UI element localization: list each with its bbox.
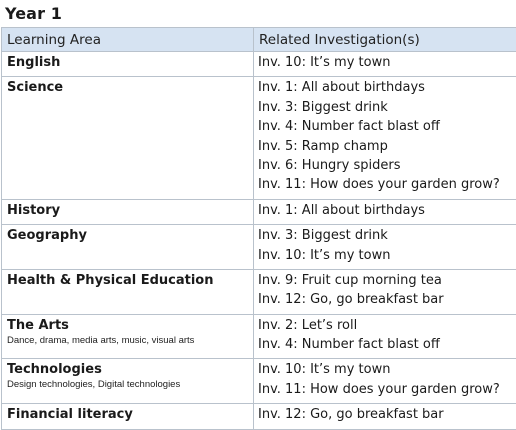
learning-area-cell	[2, 404, 254, 429]
investigations-cell	[254, 359, 516, 404]
investigation-item: Inv. 11: How does your garden grow?	[258, 382, 516, 401]
learning-area-name: English	[7, 55, 60, 70]
learning-area-name: Geography	[7, 228, 87, 243]
learning-area-cell	[2, 359, 254, 404]
investigations-cell	[254, 404, 516, 429]
learning-area-cell	[2, 269, 254, 314]
learning-area-name: History	[7, 203, 60, 218]
learning-area-cell	[2, 225, 254, 270]
learning-area-cell	[2, 77, 254, 199]
investigation-item: Inv. 12: Go, go breakfast bar	[258, 407, 516, 426]
learning-area-subtopics: Dance, drama, media arts, music, visual arts	[7, 335, 253, 346]
investigations-cell	[254, 225, 516, 270]
investigation-item: Inv. 4: Number fact blast off	[258, 337, 516, 356]
page-title: Year 1	[5, 4, 62, 23]
table-row	[2, 77, 516, 199]
table-row	[2, 225, 516, 270]
column-header-related-investigations: Related Investigation(s)	[254, 28, 516, 52]
investigation-item: Inv. 5: Ramp champ	[258, 139, 516, 158]
investigation-item: Inv. 10: It’s my town	[258, 362, 516, 381]
learning-area-name: Technologies	[7, 362, 102, 377]
learning-area-cell	[2, 199, 254, 224]
learning-area-name: Science	[7, 80, 63, 95]
investigation-item: Inv. 2: Let’s roll	[258, 318, 516, 337]
investigations-cell	[254, 199, 516, 224]
investigations-cell	[254, 314, 516, 359]
investigation-item: Inv. 11: How does your garden grow?	[258, 177, 516, 196]
investigation-item: Inv. 3: Biggest drink	[258, 100, 516, 119]
investigations-cell	[254, 77, 516, 199]
learning-area-cell	[2, 52, 254, 77]
investigation-item: Inv. 10: It’s my town	[258, 55, 516, 74]
table-row	[2, 52, 516, 77]
investigation-item: Inv. 6: Hungry spiders	[258, 158, 516, 177]
table-row	[2, 199, 516, 224]
investigation-item: Inv. 12: Go, go breakfast bar	[258, 292, 516, 311]
investigation-item: Inv. 9: Fruit cup morning tea	[258, 273, 516, 292]
learning-area-name: Financial literacy	[7, 407, 133, 422]
curriculum-table	[1, 27, 516, 430]
table-row	[2, 359, 516, 404]
learning-area-subtopics: Design technologies, Digital technologies	[7, 379, 253, 390]
learning-area-cell	[2, 314, 254, 359]
investigation-item: Inv. 10: It’s my town	[258, 248, 516, 267]
investigation-item: Inv. 3: Biggest drink	[258, 228, 516, 247]
investigations-cell	[254, 52, 516, 77]
investigation-item: Inv. 1: All about birthdays	[258, 80, 516, 99]
learning-area-name: The Arts	[7, 318, 69, 333]
investigations-cell	[254, 269, 516, 314]
table-row	[2, 269, 516, 314]
table-row	[2, 314, 516, 359]
learning-area-name: Health & Physical Education	[7, 273, 213, 288]
table-row	[2, 404, 516, 429]
column-header-learning-area: Learning Area	[2, 28, 254, 52]
investigation-item: Inv. 4: Number fact blast off	[258, 119, 516, 138]
investigation-item: Inv. 1: All about birthdays	[258, 203, 516, 222]
table-header-row	[2, 28, 516, 52]
